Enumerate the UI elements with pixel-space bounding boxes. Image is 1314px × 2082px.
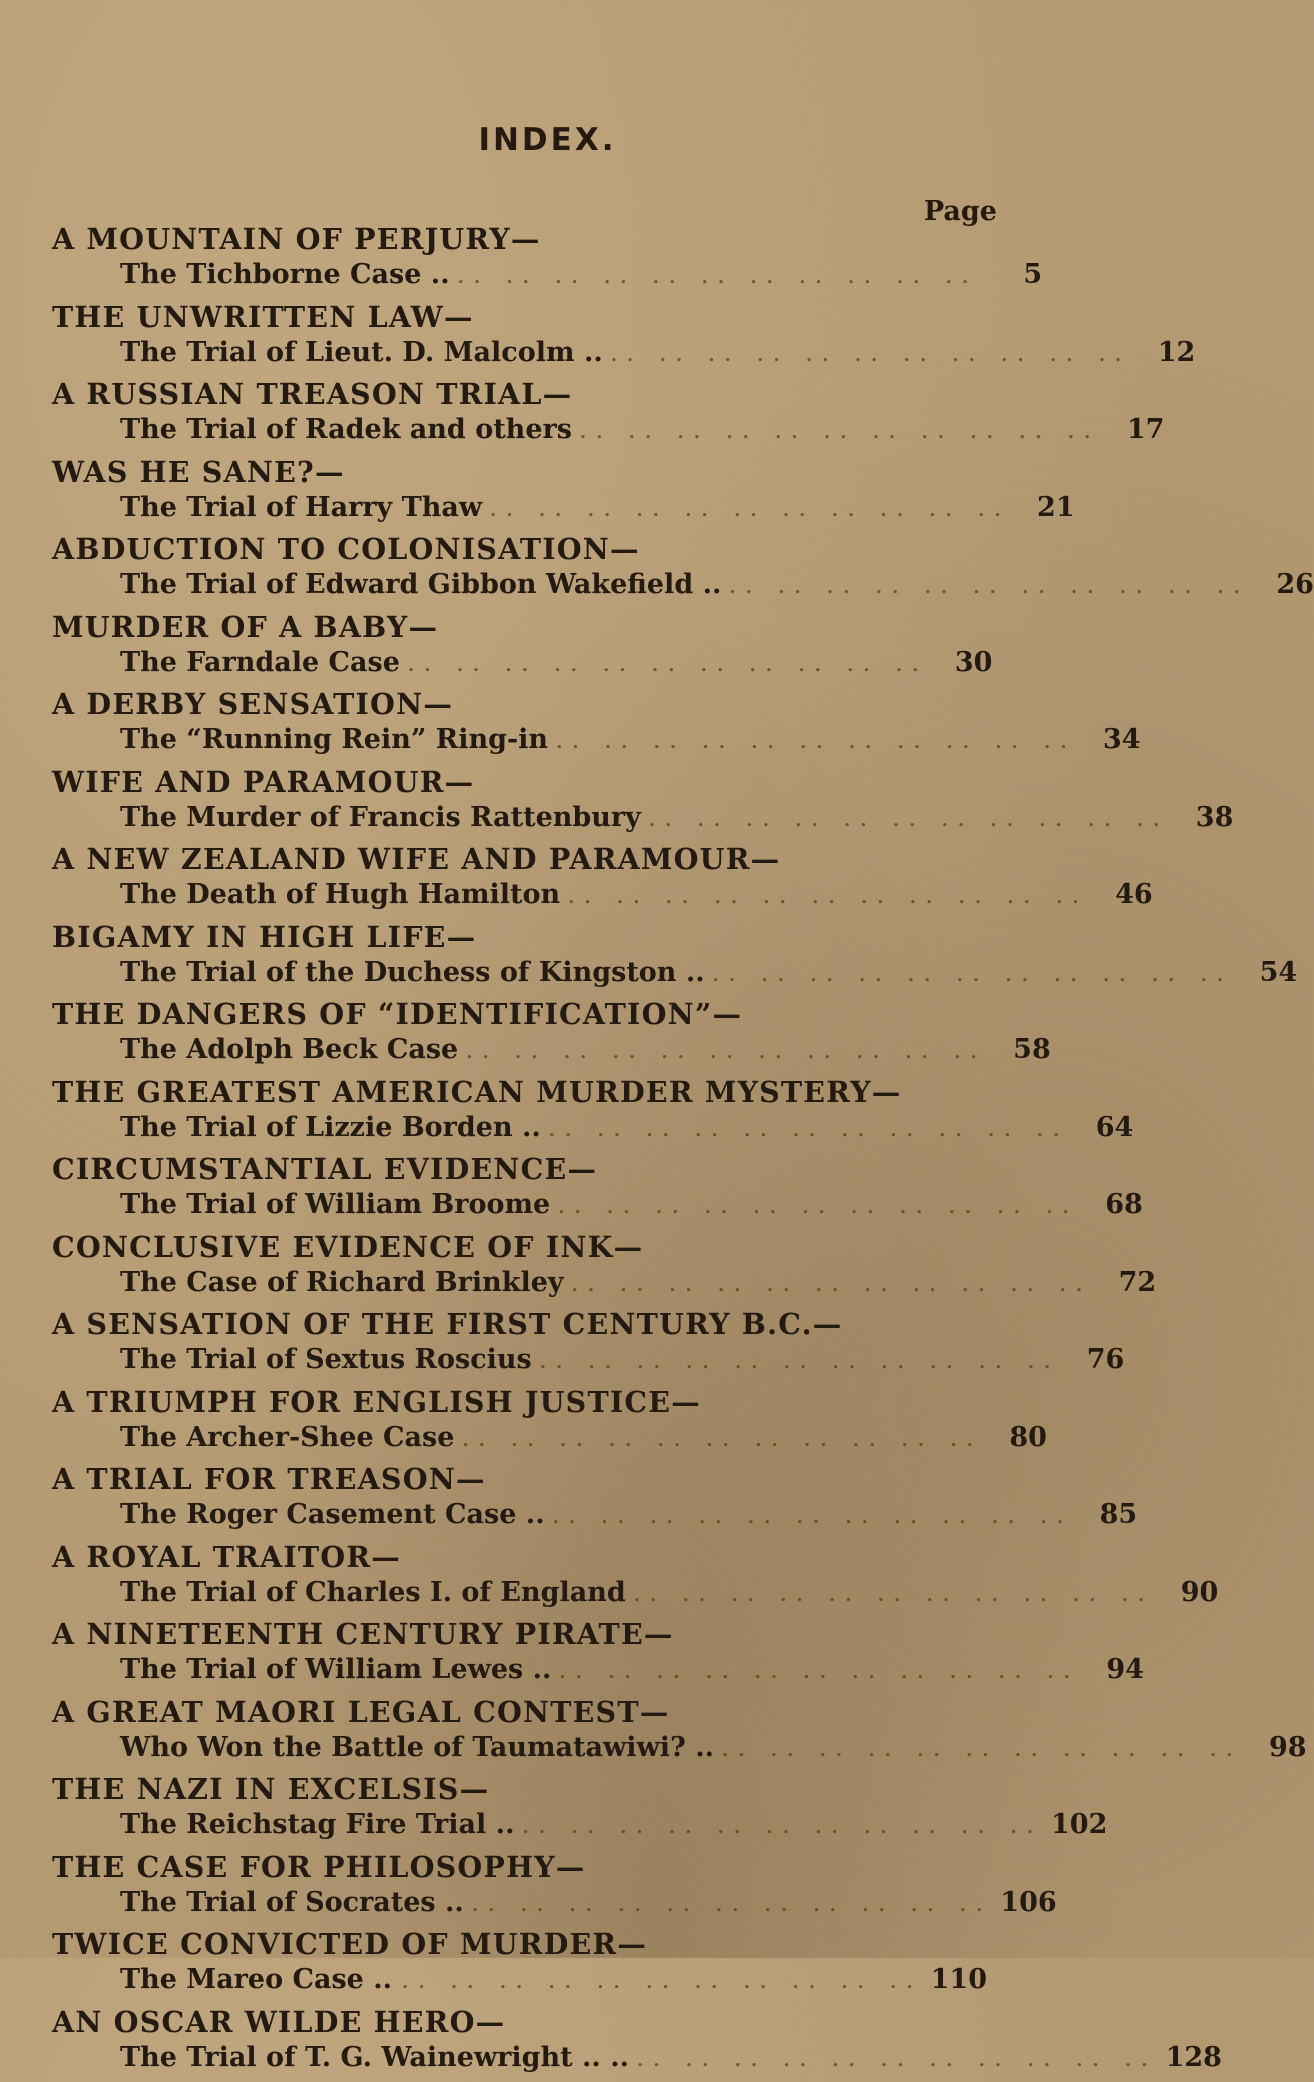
entry-page-number: 110 <box>931 1964 987 1995</box>
entry-heading: THE UNWRITTEN LAW— <box>52 300 474 334</box>
entry-case-line <box>120 492 987 523</box>
index-entry <box>0 1695 1095 1773</box>
entry-case-line <box>120 1964 987 1995</box>
entry-case-title: The Archer-Shee Case <box>120 1422 454 1453</box>
dot-leader: .. .. .. .. .. .. .. .. .. .. .. <box>553 1507 1074 1528</box>
entry-page-number: 76 <box>1068 1344 1124 1375</box>
dot-leader: .. .. .. .. .. .. .. .. .. .. .. <box>549 1120 1070 1141</box>
entry-case-title: The Trial of Harry Thaw <box>120 492 482 523</box>
entry-case-title: The Murder of Francis Rattenbury <box>120 802 641 833</box>
index-entry <box>0 1075 1095 1153</box>
entry-page-number: 64 <box>1077 1112 1133 1143</box>
entry-case-title: The Trial of Socrates .. <box>120 1887 464 1918</box>
dot-leader: .. .. .. .. .. .. .. .. .. .. .. <box>400 1972 923 1993</box>
index-entry <box>0 842 1095 920</box>
dot-leader: .. .. .. .. .. .. .. .. .. .. .. <box>572 1275 1093 1296</box>
entry-case-title: The Case of Richard Brinkley <box>120 1267 564 1298</box>
entry-heading: TWICE CONVICTED OF MURDER— <box>52 1927 647 1961</box>
entry-heading: ABDUCTION TO COLONISATION— <box>52 532 640 566</box>
index-entry <box>0 610 1095 688</box>
dot-leader: .. .. .. .. .. .. .. .. .. .. .. <box>568 887 1089 908</box>
dot-leader: .. .. .. .. .. .. .. .. .. .. .. <box>559 1662 1080 1683</box>
entry-page-number: 94 <box>1088 1654 1144 1685</box>
entry-case-line <box>120 647 987 678</box>
index-entry <box>0 2005 1095 2082</box>
dot-leader: .. .. .. .. .. .. .. .. .. .. .. <box>408 655 929 676</box>
entry-case-title: The Trial of T. G. Wainewright .. .. <box>120 2042 629 2073</box>
entry-page-number: 106 <box>1000 1887 1056 1918</box>
entry-page-number: 34 <box>1085 724 1141 755</box>
entry-case-line <box>120 569 987 600</box>
index-entry <box>0 1850 1095 1928</box>
entry-case-title: The Trial of Lizzie Borden .. <box>120 1112 541 1143</box>
entry-case-line <box>120 2042 987 2073</box>
entry-case-title: The Tichborne Case .. <box>120 259 450 290</box>
entry-heading: A MOUNTAIN OF PERJURY— <box>52 222 541 256</box>
entry-heading: CONCLUSIVE EVIDENCE OF INK— <box>52 1230 643 1264</box>
dot-leader: .. .. .. .. .. .. .. .. .. .. .. <box>580 422 1101 443</box>
index-entry <box>0 1540 1095 1618</box>
index-entry <box>0 687 1095 765</box>
entry-case-title: The Trial of William Broome <box>120 1189 550 1220</box>
dot-leader: .. .. .. .. .. .. .. .. .. .. .. <box>462 1430 983 1451</box>
entry-case-line <box>120 1034 987 1065</box>
entry-case-title: The Trial of the Duchess of Kingston .. <box>120 957 705 988</box>
entry-heading: A GREAT MAORI LEGAL CONTEST— <box>52 1695 669 1729</box>
entry-heading: MURDER OF A BABY— <box>52 610 438 644</box>
entry-case-line <box>120 1809 987 1840</box>
dot-leader: .. .. .. .. .. .. .. .. .. .. .. <box>490 500 1011 521</box>
entry-page-number: 5 <box>986 259 1042 290</box>
entry-heading: AN OSCAR WILDE HERO— <box>52 2005 505 2039</box>
entry-heading: A ROYAL TRAITOR— <box>52 1540 401 1574</box>
entry-case-line <box>120 879 987 910</box>
entry-heading: WAS HE SANE?— <box>52 455 345 489</box>
dot-leader: .. .. .. .. .. .. .. .. .. .. .. <box>556 732 1077 753</box>
index-entry <box>0 222 1095 300</box>
entry-heading: BIGAMY IN HIGH LIFE— <box>52 920 476 954</box>
entry-case-line <box>120 1654 987 1685</box>
entry-heading: A SENSATION OF THE FIRST CENTURY B.C.— <box>52 1307 842 1341</box>
entry-case-line <box>120 1422 987 1453</box>
entry-heading: A RUSSIAN TREASON TRIAL— <box>52 377 572 411</box>
entry-heading: CIRCUMSTANTIAL EVIDENCE— <box>52 1152 597 1186</box>
entry-case-title: The Trial of Sextus Roscius <box>120 1344 532 1375</box>
entry-case-title: The Trial of Charles I. of England <box>120 1577 626 1608</box>
entry-case-line <box>120 1267 987 1298</box>
entry-page-number: 85 <box>1081 1499 1137 1530</box>
entry-case-line <box>120 1577 987 1608</box>
entry-case-line <box>120 724 987 755</box>
dot-leader: .. .. .. .. .. .. .. .. .. .. .. <box>722 1740 1243 1761</box>
entry-case-line <box>120 1344 987 1375</box>
entry-page-number: 72 <box>1100 1267 1156 1298</box>
entry-heading: THE DANGERS OF “IDENTIFICATION”— <box>52 997 742 1031</box>
entry-page-number: 128 <box>1166 2042 1222 2073</box>
dot-leader: .. .. .. .. .. .. .. .. .. .. .. <box>540 1352 1061 1373</box>
entry-case-title: The Death of Hugh Hamilton <box>120 879 560 910</box>
entry-case-title: The Roger Casement Case .. <box>120 1499 545 1530</box>
page-column-label: Page <box>924 196 997 227</box>
entry-heading: A TRIAL FOR TREASON— <box>52 1462 486 1496</box>
entry-case-title: The Trial of William Lewes .. <box>120 1654 551 1685</box>
entry-page-number: 68 <box>1087 1189 1143 1220</box>
entry-heading: A NINETEENTH CENTURY PIRATE— <box>52 1617 674 1651</box>
entry-heading: A DERBY SENSATION— <box>52 687 453 721</box>
entry-case-title: The Farndale Case <box>120 647 400 678</box>
entry-case-line <box>120 802 987 833</box>
dot-leader: .. .. .. .. .. .. .. .. .. .. .. <box>472 1895 993 1916</box>
dot-leader: .. .. .. .. .. .. .. .. .. .. .. <box>558 1197 1079 1218</box>
entry-page-number: 90 <box>1162 1577 1218 1608</box>
entry-page-number: 12 <box>1139 337 1195 368</box>
entry-case-title: The Mareo Case .. <box>120 1964 392 1995</box>
entry-heading: A TRIUMPH FOR ENGLISH JUSTICE— <box>52 1385 701 1419</box>
entry-page-number: 21 <box>1019 492 1075 523</box>
entry-page-number: 54 <box>1241 957 1297 988</box>
index-entry <box>0 1230 1095 1308</box>
index-entry <box>0 1617 1095 1695</box>
entry-heading: THE NAZI IN EXCELSIS— <box>52 1772 489 1806</box>
entry-case-line <box>120 414 987 445</box>
entry-case-title: The Trial of Radek and others <box>120 414 572 445</box>
entry-page-number: 102 <box>1051 1809 1107 1840</box>
entry-heading: WIFE AND PARAMOUR— <box>52 765 474 799</box>
entry-case-title: Who Won the Battle of Taumatawiwi? .. <box>120 1732 714 1763</box>
index-entry <box>0 1927 1095 2005</box>
entry-case-title: The “Running Rein” Ring-in <box>120 724 548 755</box>
entry-case-title: The Trial of Edward Gibbon Wakefield .. <box>120 569 721 600</box>
dot-leader: .. .. .. .. .. .. .. .. .. .. .. <box>458 267 979 288</box>
dot-leader: .. .. .. .. .. .. .. .. .. .. .. <box>729 577 1250 598</box>
index-entry <box>0 1152 1095 1230</box>
entry-page-number: 30 <box>936 647 992 678</box>
dot-leader: .. .. .. .. .. .. .. .. .. .. .. <box>713 965 1234 986</box>
entry-case-title: The Adolph Beck Case <box>120 1034 458 1065</box>
entry-page-number: 38 <box>1177 802 1233 833</box>
entry-page-number: 80 <box>991 1422 1047 1453</box>
index-entry <box>0 1385 1095 1463</box>
index-entry <box>0 920 1095 998</box>
entry-case-line <box>120 337 987 368</box>
index-entry <box>0 1772 1095 1850</box>
index-entry <box>0 455 1095 533</box>
entry-page-number: 17 <box>1108 414 1164 445</box>
entry-page-number: 98 <box>1251 1732 1307 1763</box>
index-entry <box>0 1462 1095 1540</box>
entry-heading: THE CASE FOR PHILOSOPHY— <box>52 1850 585 1884</box>
entry-case-line <box>120 957 987 988</box>
index-entry <box>0 1307 1095 1385</box>
dot-leader: .. .. .. .. .. .. .. .. .. .. .. <box>611 345 1132 366</box>
entry-page-number: 26 <box>1258 569 1314 600</box>
entry-case-title: The Trial of Lieut. D. Malcolm .. <box>120 337 603 368</box>
entry-page-number: 46 <box>1097 879 1153 910</box>
entry-case-line <box>120 1732 987 1763</box>
dot-leader: .. .. .. .. .. .. .. .. .. .. .. <box>466 1042 987 1063</box>
index-entry <box>0 377 1095 455</box>
index-entries <box>0 222 1095 2082</box>
entry-case-line <box>120 1189 987 1220</box>
dot-leader: .. .. .. .. .. .. .. .. .. .. .. <box>522 1817 1043 1838</box>
entry-case-line <box>120 1887 987 1918</box>
entry-case-line <box>120 1112 987 1143</box>
entry-case-line <box>120 1499 987 1530</box>
entry-heading: THE GREATEST AMERICAN MURDER MYSTERY— <box>52 1075 901 1109</box>
entry-case-title: The Reichstag Fire Trial .. <box>120 1809 514 1840</box>
index-entry <box>0 532 1095 610</box>
index-entry <box>0 765 1095 843</box>
index-entry <box>0 997 1095 1075</box>
entry-case-line <box>120 259 987 290</box>
entry-heading: A NEW ZEALAND WIFE AND PARAMOUR— <box>52 842 780 876</box>
page-title: INDEX. <box>0 122 1095 158</box>
index-entry <box>0 300 1095 378</box>
entry-page-number: 58 <box>995 1034 1051 1065</box>
dot-leader: .. .. .. .. .. .. .. .. .. .. .. <box>634 1585 1155 1606</box>
dot-leader: .. .. .. .. .. .. .. .. .. .. .. <box>637 2050 1158 2071</box>
dot-leader: .. .. .. .. .. .. .. .. .. .. .. <box>649 810 1170 831</box>
